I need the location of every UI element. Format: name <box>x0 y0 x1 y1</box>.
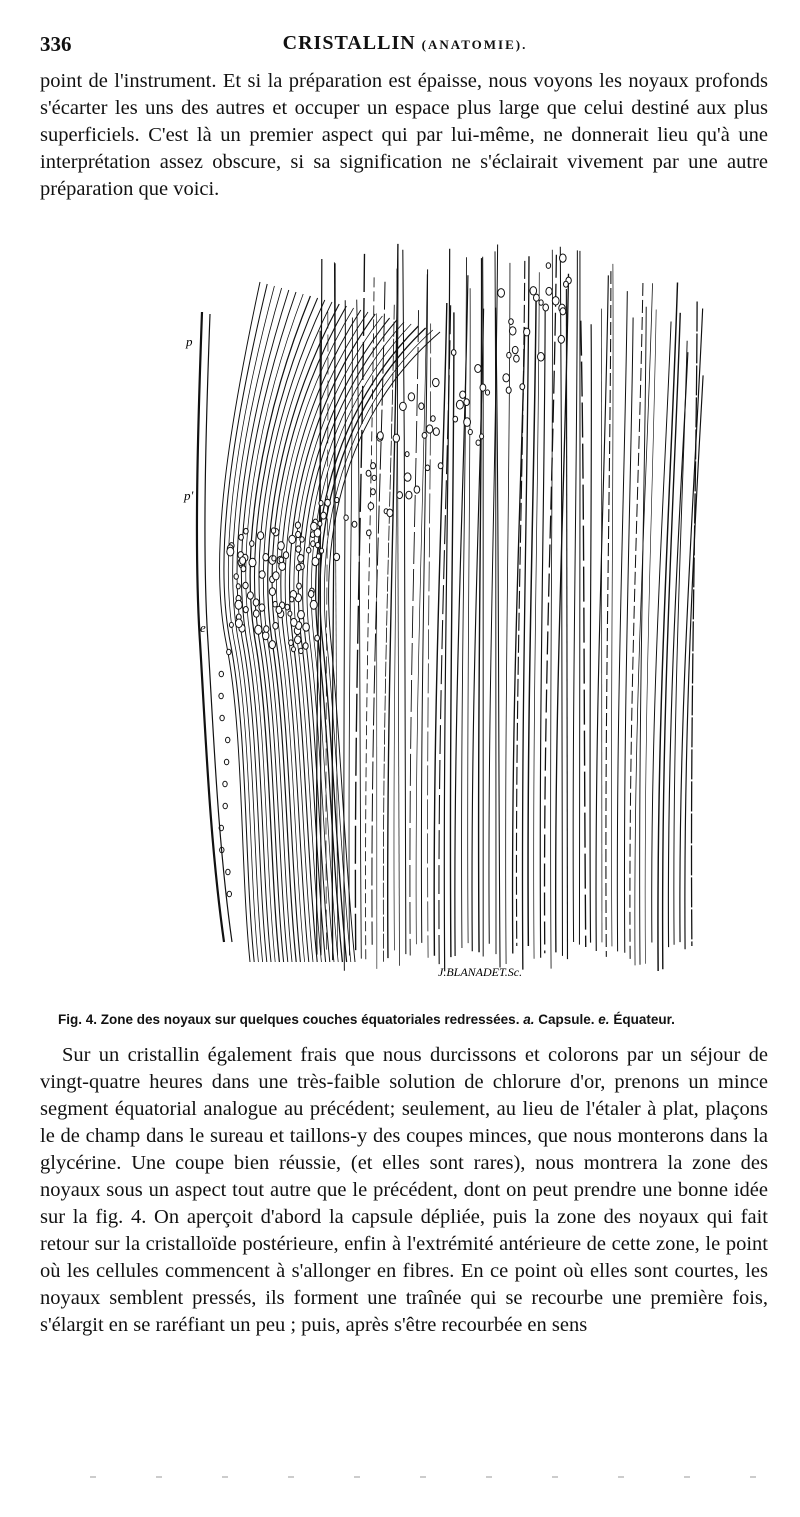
cell-nucleus <box>404 473 411 481</box>
lens-fiber-vertical <box>506 263 510 964</box>
cell-nucleus <box>344 515 348 520</box>
lens-fiber-vertical <box>624 318 633 953</box>
cell-nucleus <box>468 429 472 434</box>
cell-nucleus <box>241 566 246 572</box>
cell-nucleus <box>451 350 456 356</box>
cell-nucleus <box>226 869 230 875</box>
cell-nucleus <box>311 541 316 547</box>
cell-nucleus <box>321 512 327 519</box>
cell-nucleus <box>243 582 248 589</box>
cell-nucleus <box>367 530 372 536</box>
cell-nucleus <box>258 532 264 540</box>
cell-nucleus <box>307 547 311 553</box>
lens-fiber-vertical <box>540 309 545 958</box>
cell-nucleus <box>425 465 430 471</box>
cell-nucleus <box>539 300 543 305</box>
figure-label-p: p <box>186 334 193 349</box>
cell-nucleus <box>289 535 296 543</box>
lens-fiber-vertical <box>388 244 398 958</box>
cell-nucleus <box>273 601 277 607</box>
cell-nucleus <box>414 486 420 493</box>
cell-nucleus <box>543 304 549 311</box>
cell-nucleus <box>560 308 566 315</box>
cell-nucleus <box>219 671 223 677</box>
cell-nucleus <box>524 328 530 336</box>
cell-nucleus <box>295 522 300 528</box>
cell-nucleus <box>235 600 242 609</box>
cell-nucleus <box>250 541 254 547</box>
cell-nucleus <box>273 572 280 580</box>
cell-nucleus <box>253 599 259 606</box>
lens-fiber-vertical <box>617 291 627 951</box>
cell-nucleus <box>408 393 414 401</box>
cell-nucleus <box>279 562 286 570</box>
cell-nucleus <box>464 418 471 427</box>
lens-fibers <box>220 244 704 971</box>
lens-fiber-vertical <box>566 289 567 959</box>
caption-text: Zone des noyaux sur quelques couches équatoriales redressées. <box>100 1012 520 1027</box>
cell-nucleus <box>546 263 550 269</box>
lens-fiber-curved <box>268 304 339 962</box>
cell-nucleus <box>283 552 288 559</box>
lens-fiber-vertical <box>366 277 375 962</box>
page-number: 336 <box>40 32 72 56</box>
running-title: CRISTALLIN <box>282 32 416 54</box>
cell-nucleus <box>546 287 552 295</box>
figure-caption <box>58 1012 758 1027</box>
cell-nucleus <box>393 434 399 442</box>
caption-key-a-letter: a. <box>523 1012 535 1027</box>
cell-nucleus <box>240 557 246 565</box>
cell-nucleus <box>259 571 265 579</box>
lens-fiber-vertical <box>516 261 524 946</box>
lens-fiber-vertical <box>581 321 586 947</box>
cell-nucleus <box>438 463 443 469</box>
cell-nucleus <box>310 600 317 609</box>
cell-nucleus <box>560 254 567 262</box>
cell-nucleus <box>319 501 323 506</box>
cell-nucleus <box>320 548 324 553</box>
cell-nucleus <box>426 425 432 433</box>
caption-fig-number: Fig. 4. <box>58 1012 98 1027</box>
cell-nucleus <box>352 521 357 527</box>
cell-nucleus <box>297 583 302 589</box>
lens-fiber-vertical <box>590 324 591 942</box>
lens-fiber-vertical <box>421 269 427 943</box>
figure-label-e: e <box>200 620 206 635</box>
cell-nucleus <box>433 428 439 436</box>
cell-nucleus <box>247 592 253 599</box>
lens-fiber-vertical <box>326 312 328 953</box>
cell-nucleus <box>264 626 269 633</box>
cell-nucleus <box>334 553 340 560</box>
cell-nucleus <box>512 346 518 353</box>
cell-nucleus <box>509 319 514 325</box>
cell-nucleus <box>453 416 458 422</box>
cell-nucleus <box>397 492 403 499</box>
cell-nucleus <box>400 402 407 410</box>
cell-nucleus <box>498 289 505 298</box>
cell-nucleus <box>290 597 294 602</box>
lens-fiber-vertical <box>611 264 613 947</box>
cell-nucleus <box>530 287 537 295</box>
cell-nucleus <box>259 604 265 611</box>
cell-nucleus <box>273 623 278 630</box>
cell-nucleus <box>464 399 469 406</box>
cell-nucleus <box>387 509 393 517</box>
cell-nucleus <box>405 452 409 457</box>
cell-nucleus <box>318 521 322 526</box>
cell-nucleus <box>456 400 463 409</box>
cell-nucleus <box>279 557 283 563</box>
cell-nucleus <box>291 618 297 626</box>
cell-nucleus <box>485 390 489 395</box>
lens-fiber-vertical <box>635 283 653 965</box>
engraver-signature: J.BLANADET.Sc. <box>438 965 523 979</box>
cell-nucleus <box>243 607 248 613</box>
lens-fiber-vertical <box>692 302 698 947</box>
cell-nucleus <box>520 384 525 390</box>
lens-fiber-vertical <box>410 310 419 955</box>
cell-nucleus <box>315 635 320 641</box>
cell-nucleus <box>558 335 564 343</box>
cell-nucleus <box>476 440 480 445</box>
cell-nucleus <box>278 542 285 550</box>
cell-nucleus <box>303 643 308 650</box>
cell-nucleus <box>377 432 383 440</box>
cell-nucleus <box>296 565 301 571</box>
cell-nucleus <box>235 619 242 628</box>
cell-nucleus <box>223 781 227 787</box>
cell-nucleus <box>285 604 290 610</box>
lens-fiber-vertical <box>528 295 536 946</box>
lens-fiber-vertical <box>573 250 577 942</box>
cell-nucleus <box>226 737 230 743</box>
cell-nucleus <box>229 622 233 627</box>
lens-fiber-vertical <box>383 305 394 962</box>
cell-nucleus <box>288 611 292 616</box>
lens-fiber-vertical <box>479 258 482 952</box>
cell-nucleus <box>564 281 569 287</box>
lens-fiber-vertical <box>462 257 467 948</box>
page-header <box>40 30 770 64</box>
cell-nucleus <box>269 641 275 649</box>
engraving-illustration <box>150 222 710 982</box>
cell-nucleus <box>431 416 435 422</box>
cell-nucleus <box>298 555 304 563</box>
lens-fiber-vertical <box>403 250 406 954</box>
figure-label-p-prime: p' <box>184 488 194 503</box>
cell-nucleus <box>227 649 231 655</box>
lens-fiber-vertical <box>601 309 602 943</box>
cell-nucleus <box>298 611 305 619</box>
cell-nucleus <box>460 391 466 398</box>
cell-nucleus <box>325 499 331 506</box>
lens-fiber-vertical <box>645 310 656 964</box>
cell-nucleus <box>422 433 427 439</box>
cell-nucleus <box>419 403 424 410</box>
cell-nucleus <box>236 584 240 589</box>
cell-nucleus <box>244 528 249 534</box>
cell-nucleus <box>507 352 511 358</box>
cell-nucleus <box>249 558 256 567</box>
cell-nucleus <box>335 497 339 502</box>
cell-nucleus <box>263 632 269 640</box>
cell-nucleus <box>308 591 314 598</box>
cell-nucleus <box>480 434 484 439</box>
cell-nucleus <box>234 574 238 579</box>
cell-nucleus <box>509 327 516 335</box>
lens-fiber-vertical <box>579 251 580 945</box>
paragraph-continued: point de l'instrument. Et si la préparation est épaisse, nous voyons les noyaux profonds s'écarter les uns des autres et occuper un espace plus large que celui destiné aux plus superficiels. C'est là un premier aspect qui par lui-même, ne donnerait lieu qu'à une interprétation assez obscure, si sa signification ne s'éclairait vivement par une autre préparation que voici. <box>40 70 768 200</box>
cell-nucleus <box>371 489 376 495</box>
cell-nucleus <box>372 475 376 480</box>
figure-lens-nuclei-zone <box>150 222 710 982</box>
lens-fiber-curved <box>307 322 404 962</box>
cell-nucleus <box>292 647 296 652</box>
lens-fiber-vertical <box>468 288 471 943</box>
cell-nucleus <box>276 606 282 613</box>
cell-nucleus <box>316 554 320 559</box>
cell-nucleus <box>223 803 227 809</box>
cell-nucleus <box>552 297 559 305</box>
cell-nucleus <box>303 623 310 631</box>
caption-key-e-text: Équateur. <box>613 1012 675 1027</box>
lens-fiber-vertical <box>551 250 553 969</box>
cell-nucleus <box>475 365 481 373</box>
cell-nucleus <box>253 610 259 617</box>
cell-nucleus <box>406 491 412 499</box>
cell-nucleus <box>272 556 276 561</box>
footer-rule <box>90 1476 770 1478</box>
cell-nucleus <box>296 531 301 537</box>
cell-nucleus <box>289 640 294 646</box>
running-head <box>40 32 770 55</box>
running-subtitle: (ANATOMIE). <box>421 37 528 52</box>
cell-nucleus <box>255 625 262 634</box>
cell-nucleus <box>295 636 301 644</box>
lens-fiber-vertical <box>397 269 400 966</box>
cell-nucleus <box>227 891 231 897</box>
cell-nucleus <box>299 648 303 653</box>
cell-nucleus <box>480 384 486 391</box>
caption-key-a-text: Capsule. <box>538 1012 595 1027</box>
caption-key-e-letter: e. <box>598 1012 610 1027</box>
cell-nucleus <box>368 503 374 510</box>
cell-nucleus <box>300 537 304 542</box>
cell-nucleus <box>371 463 376 469</box>
cell-nucleus <box>271 528 275 533</box>
cell-nucleus <box>503 374 510 382</box>
cell-nucleus <box>224 759 228 765</box>
cell-nucleus <box>433 378 440 386</box>
paragraph-main: Sur un cristallin également frais que nous durcissons et colorons par un séjour de vingt-quatre heures dans une très-faible solution de chlorure d'or, prenons un mince segment équatorial analogue au précédent; seulement, au lieu de l'étaler à plat, plaçons le de champ dans le sureau et taillons-y des coupes minces, que nous monterons dans la glycérine. Une coupe bien réussie, (et elles sont rares), nous montrera la zone des noyaux sous un aspect tout autre que le précédent, dont on peut prendre une bonne idée sur la fig. 4. On aperçoit d'abord la capsule dépliée, puis la zone des noyaux qui fait retour sur la cristalloïde postérieure, enfin à l'extrémité antérieure de cette zone, le point où les cellules commencent à s'allonger en fibres. En ce point où elles sont courtes, les noyaux semblent pressés, ils forment une traînée qui se recourbe une première fois, s'élargit en se raréfiant un peu ; puis, après s'être recourbée en sens <box>40 1044 768 1336</box>
cell-nucleus <box>239 534 244 540</box>
cell-nucleus <box>538 353 545 362</box>
cell-nucleus <box>269 588 275 596</box>
cell-nucleus <box>366 470 371 476</box>
cell-nucleus <box>220 715 224 721</box>
cell-nucleus <box>219 693 223 699</box>
cell-nucleus <box>296 546 301 552</box>
cell-nucleus <box>506 387 511 393</box>
lens-fiber-vertical <box>428 324 431 958</box>
lens-fiber-vertical <box>685 375 703 949</box>
cell-nucleus <box>316 542 320 547</box>
cell-nucleus <box>227 547 234 556</box>
cell-nucleus <box>263 554 269 561</box>
lens-fiber-vertical <box>376 313 377 969</box>
cell-nucleus <box>311 522 318 530</box>
lens-fiber-vertical <box>450 312 453 957</box>
cell-nucleus <box>514 355 520 362</box>
